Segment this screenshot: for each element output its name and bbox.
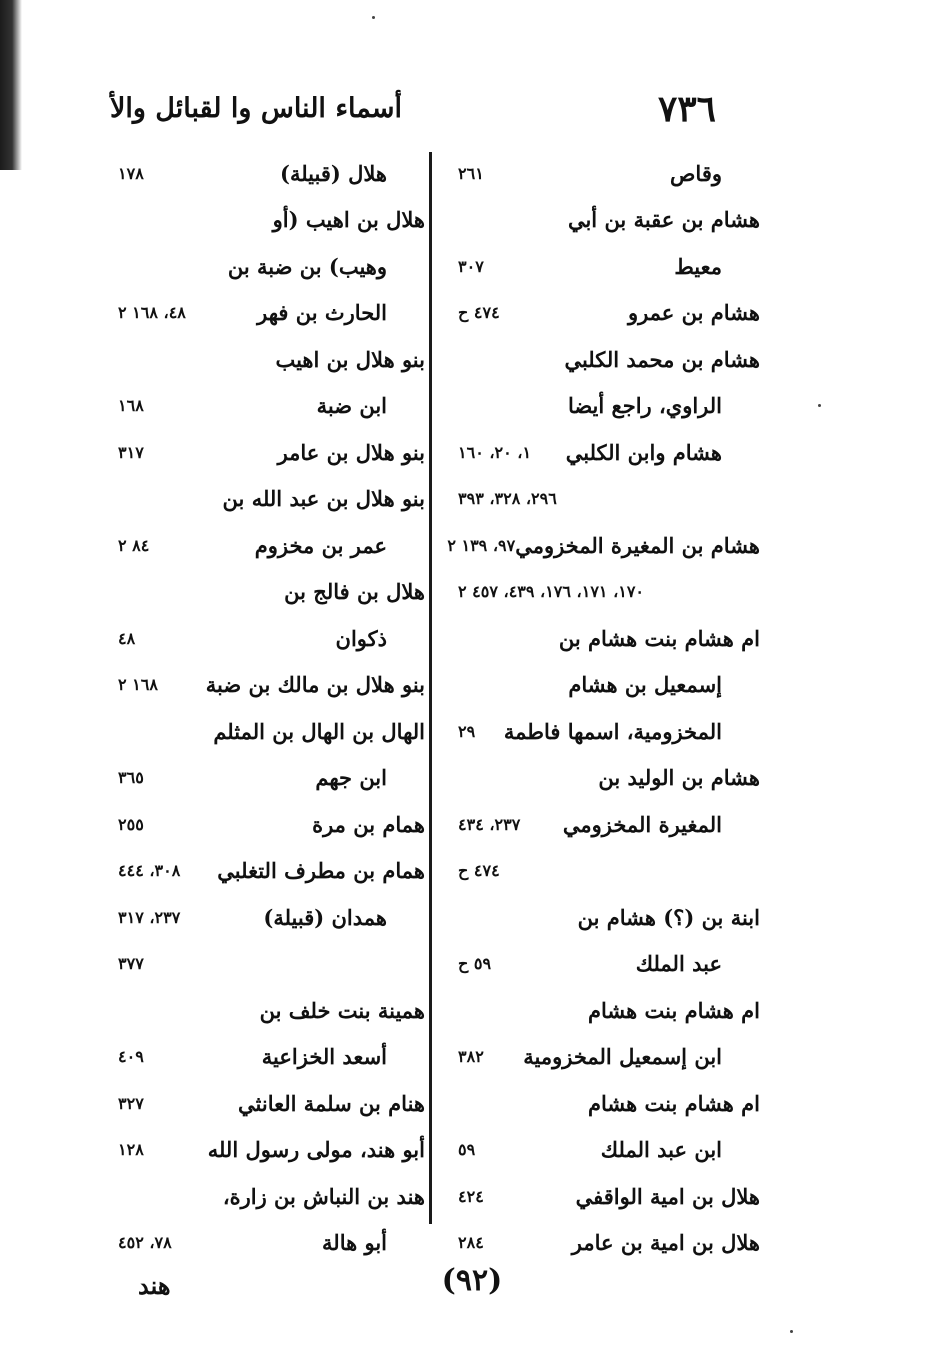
column-divider bbox=[429, 152, 432, 1224]
running-title: أسماء الناس وا لقبائل والأ bbox=[109, 93, 402, 124]
entry-name: همام بن مرة bbox=[312, 811, 425, 837]
index-entry bbox=[100, 429, 425, 476]
entry-page-refs: ٤٨ bbox=[118, 628, 136, 648]
entry-name: ام هشام بنت هشام بن bbox=[558, 625, 760, 651]
entry-page-refs: ٣٦٥ bbox=[118, 768, 144, 788]
entry-page-refs: ١٧٨ bbox=[118, 163, 144, 183]
ink-speck bbox=[790, 1330, 793, 1333]
index-entry bbox=[440, 848, 760, 895]
index-entry bbox=[100, 1173, 425, 1220]
index-entry bbox=[440, 987, 760, 1034]
entry-name: أبو هند، مولى رسول الله bbox=[207, 1137, 425, 1163]
entry-page-refs: ٢٨٤ bbox=[458, 1233, 484, 1253]
index-entry bbox=[440, 150, 760, 197]
entry-name: الراوي، راجع أيضا bbox=[567, 393, 722, 419]
ink-speck bbox=[818, 404, 821, 407]
index-entry bbox=[100, 383, 425, 430]
entry-name: وقاص bbox=[670, 160, 722, 186]
entry-name: هشام بن محمد الكلبي bbox=[564, 346, 760, 372]
index-entry bbox=[440, 569, 760, 616]
entry-name: هشام بن المغيرة المخزومي bbox=[515, 532, 760, 558]
entry-name: إسمعيل بن هشام bbox=[568, 672, 722, 698]
entry-page-refs: ١٦٨ ٢ bbox=[118, 675, 158, 695]
index-entry bbox=[440, 801, 760, 848]
index-entry bbox=[440, 894, 760, 941]
index-entry bbox=[440, 197, 760, 244]
entry-page-refs: ٨٤ ٢ bbox=[118, 535, 150, 555]
index-entry bbox=[100, 197, 425, 244]
entry-page-refs: ٣٠٨، ٤٤٤ bbox=[118, 861, 181, 881]
index-entry bbox=[440, 243, 760, 290]
printed-page-marker: (٩٢) bbox=[441, 1263, 503, 1298]
entry-name: بنو هلال بن عامر bbox=[277, 439, 425, 465]
index-entry bbox=[100, 662, 425, 709]
entry-page-refs: ٣٧٧ bbox=[118, 954, 144, 974]
index-entry bbox=[100, 336, 425, 383]
entry-name: هشام بن عمرو bbox=[627, 300, 760, 326]
index-column-left bbox=[100, 150, 425, 1256]
index-entry bbox=[440, 615, 760, 662]
index-entry bbox=[440, 1034, 760, 1081]
entry-name: همدان (قبيلة) bbox=[263, 904, 387, 930]
index-entry bbox=[440, 336, 760, 383]
index-entry bbox=[100, 848, 425, 895]
entry-page-refs: ٤٨، ١٦٨ ٢ bbox=[118, 303, 186, 323]
entry-name: همينة بنت خلف بن bbox=[259, 997, 425, 1023]
entry-page-refs: ٥٩ bbox=[458, 1140, 476, 1160]
entry-name: أسعد الخزاعية bbox=[261, 1044, 387, 1070]
entry-name: ابن إسمعيل المخزومية bbox=[523, 1044, 722, 1070]
entry-page-refs: ١، ٢٠، ١٦٠ bbox=[458, 442, 532, 462]
index-entry bbox=[100, 1220, 425, 1267]
entry-name: ابنة بن (؟) هشام بن bbox=[577, 904, 760, 930]
entry-name: الحارث بن فهر bbox=[257, 300, 387, 326]
entry-page-refs: ٣٢٧ bbox=[118, 1093, 144, 1113]
index-entry bbox=[100, 476, 425, 523]
entry-name: هلال بن امية الواقفي bbox=[575, 1183, 760, 1209]
catchword: هند bbox=[138, 1271, 171, 1300]
entry-name: المغيرة المخزومي bbox=[562, 811, 722, 837]
entry-page-refs: ٢٣٧، ٤٣٤ bbox=[458, 814, 521, 834]
index-entry bbox=[100, 1127, 425, 1174]
entry-name: هنام بن سلمة العانثي bbox=[238, 1090, 425, 1116]
index-entry bbox=[440, 429, 760, 476]
entry-name: هشام وابن الكلبي bbox=[565, 439, 722, 465]
index-entry bbox=[440, 755, 760, 802]
entry-page-refs: ٣٨٢ bbox=[458, 1047, 484, 1067]
index-entry bbox=[440, 522, 760, 569]
entry-page-refs: ٤٧٤ ح bbox=[458, 303, 500, 323]
entry-name: بنو هلال بن مالك بن ضبة bbox=[205, 672, 425, 698]
entry-name: هلال بن فالج بن bbox=[284, 579, 425, 605]
index-entry bbox=[100, 1080, 425, 1127]
entry-name: هلال بن اهيب (أو bbox=[272, 207, 425, 233]
entry-name: هشام بن الوليد بن bbox=[598, 765, 760, 791]
entry-name: هشام بن عقبة بن أبي bbox=[567, 207, 760, 233]
entry-page-refs: ٢٩٦، ٣٢٨، ٣٩٣ bbox=[458, 489, 557, 509]
entry-page-refs: ٢٩ bbox=[458, 721, 476, 741]
index-entry bbox=[440, 1127, 760, 1174]
entry-name: ابن جهم bbox=[315, 765, 387, 791]
scan-shadow bbox=[0, 0, 22, 170]
index-entry bbox=[440, 476, 760, 523]
index-entry bbox=[100, 801, 425, 848]
index-entry bbox=[100, 894, 425, 941]
entry-page-refs: ٣٠٧ bbox=[458, 256, 484, 276]
index-entry bbox=[100, 755, 425, 802]
index-entry bbox=[100, 522, 425, 569]
entry-name: عبد الملك bbox=[635, 951, 722, 977]
entry-name: ام هشام بنت هشام bbox=[588, 1090, 760, 1116]
index-entry bbox=[100, 708, 425, 755]
index-entry bbox=[440, 290, 760, 337]
index-entry bbox=[100, 290, 425, 337]
entry-page-refs: ٤٠٩ bbox=[118, 1047, 144, 1067]
page-number: ٧٣٦ bbox=[657, 88, 716, 130]
index-entry bbox=[100, 987, 425, 1034]
entry-name: أبو هالة bbox=[322, 1230, 387, 1256]
index-entry bbox=[440, 1173, 760, 1220]
entry-name: همام بن مطرف التغلبي bbox=[217, 858, 425, 884]
entry-name: ابن عبد الملك bbox=[600, 1137, 722, 1163]
index-entry bbox=[100, 150, 425, 197]
index-entry bbox=[100, 243, 425, 290]
entry-name: وهيب) بن ضبة بن bbox=[227, 253, 387, 279]
entry-page-refs: ٢٥٥ bbox=[118, 814, 144, 834]
index-entry bbox=[440, 708, 760, 755]
entry-name: ذكوان bbox=[335, 625, 387, 651]
entry-page-refs: ٣١٧ bbox=[118, 442, 144, 462]
entry-name: بنو هلال بن اهيب bbox=[275, 346, 425, 372]
index-column-right bbox=[440, 150, 760, 1256]
entry-name: ام هشام بنت هشام bbox=[588, 997, 760, 1023]
entry-name: ابن ضبة bbox=[316, 393, 387, 419]
entry-page-refs: ٤٧٤ ح bbox=[458, 861, 500, 881]
entry-page-refs: ٤٢٤ bbox=[458, 1186, 484, 1206]
ink-speck bbox=[372, 16, 375, 19]
index-entry bbox=[100, 569, 425, 616]
entry-page-refs: ١٧٠، ١٧١، ١٧٦، ٤٣٩، ٤٥٧ ٢ bbox=[458, 582, 645, 602]
entry-name: بنو هلال بن عبد الله بن bbox=[222, 486, 425, 512]
entry-name: هلال بن امية بن عامر bbox=[571, 1230, 760, 1256]
entry-name: الهال بن الهال بن المثلم bbox=[213, 718, 425, 744]
entry-name: معيط bbox=[674, 253, 722, 279]
index-entry bbox=[100, 615, 425, 662]
index-entry bbox=[100, 1034, 425, 1081]
index-entry bbox=[440, 941, 760, 988]
entry-page-refs: ١٦٨ bbox=[118, 396, 144, 416]
entry-name: المخزومية، اسمها فاطمة bbox=[503, 718, 722, 744]
entry-name: هند بن النباش بن زارة، bbox=[222, 1183, 425, 1209]
entry-name: عمر بن مخزوم bbox=[254, 532, 387, 558]
index-entry bbox=[440, 1220, 760, 1267]
index-entry bbox=[440, 383, 760, 430]
entry-page-refs: ٢٣٧، ٣١٧ bbox=[118, 907, 181, 927]
index-entry bbox=[100, 941, 425, 988]
entry-page-refs: ١٢٨ bbox=[118, 1140, 144, 1160]
index-entry bbox=[440, 1080, 760, 1127]
index-entry bbox=[440, 662, 760, 709]
entry-page-refs: ٩٧، ١٣٩ ٢ bbox=[447, 535, 516, 555]
entry-page-refs: ٧٨، ٤٥٢ bbox=[118, 1233, 172, 1253]
entry-name: هلال (قبيلة) bbox=[280, 160, 387, 186]
entry-page-refs: ٢٦١ bbox=[458, 163, 484, 183]
entry-page-refs: ٥٩ ح bbox=[458, 954, 492, 974]
